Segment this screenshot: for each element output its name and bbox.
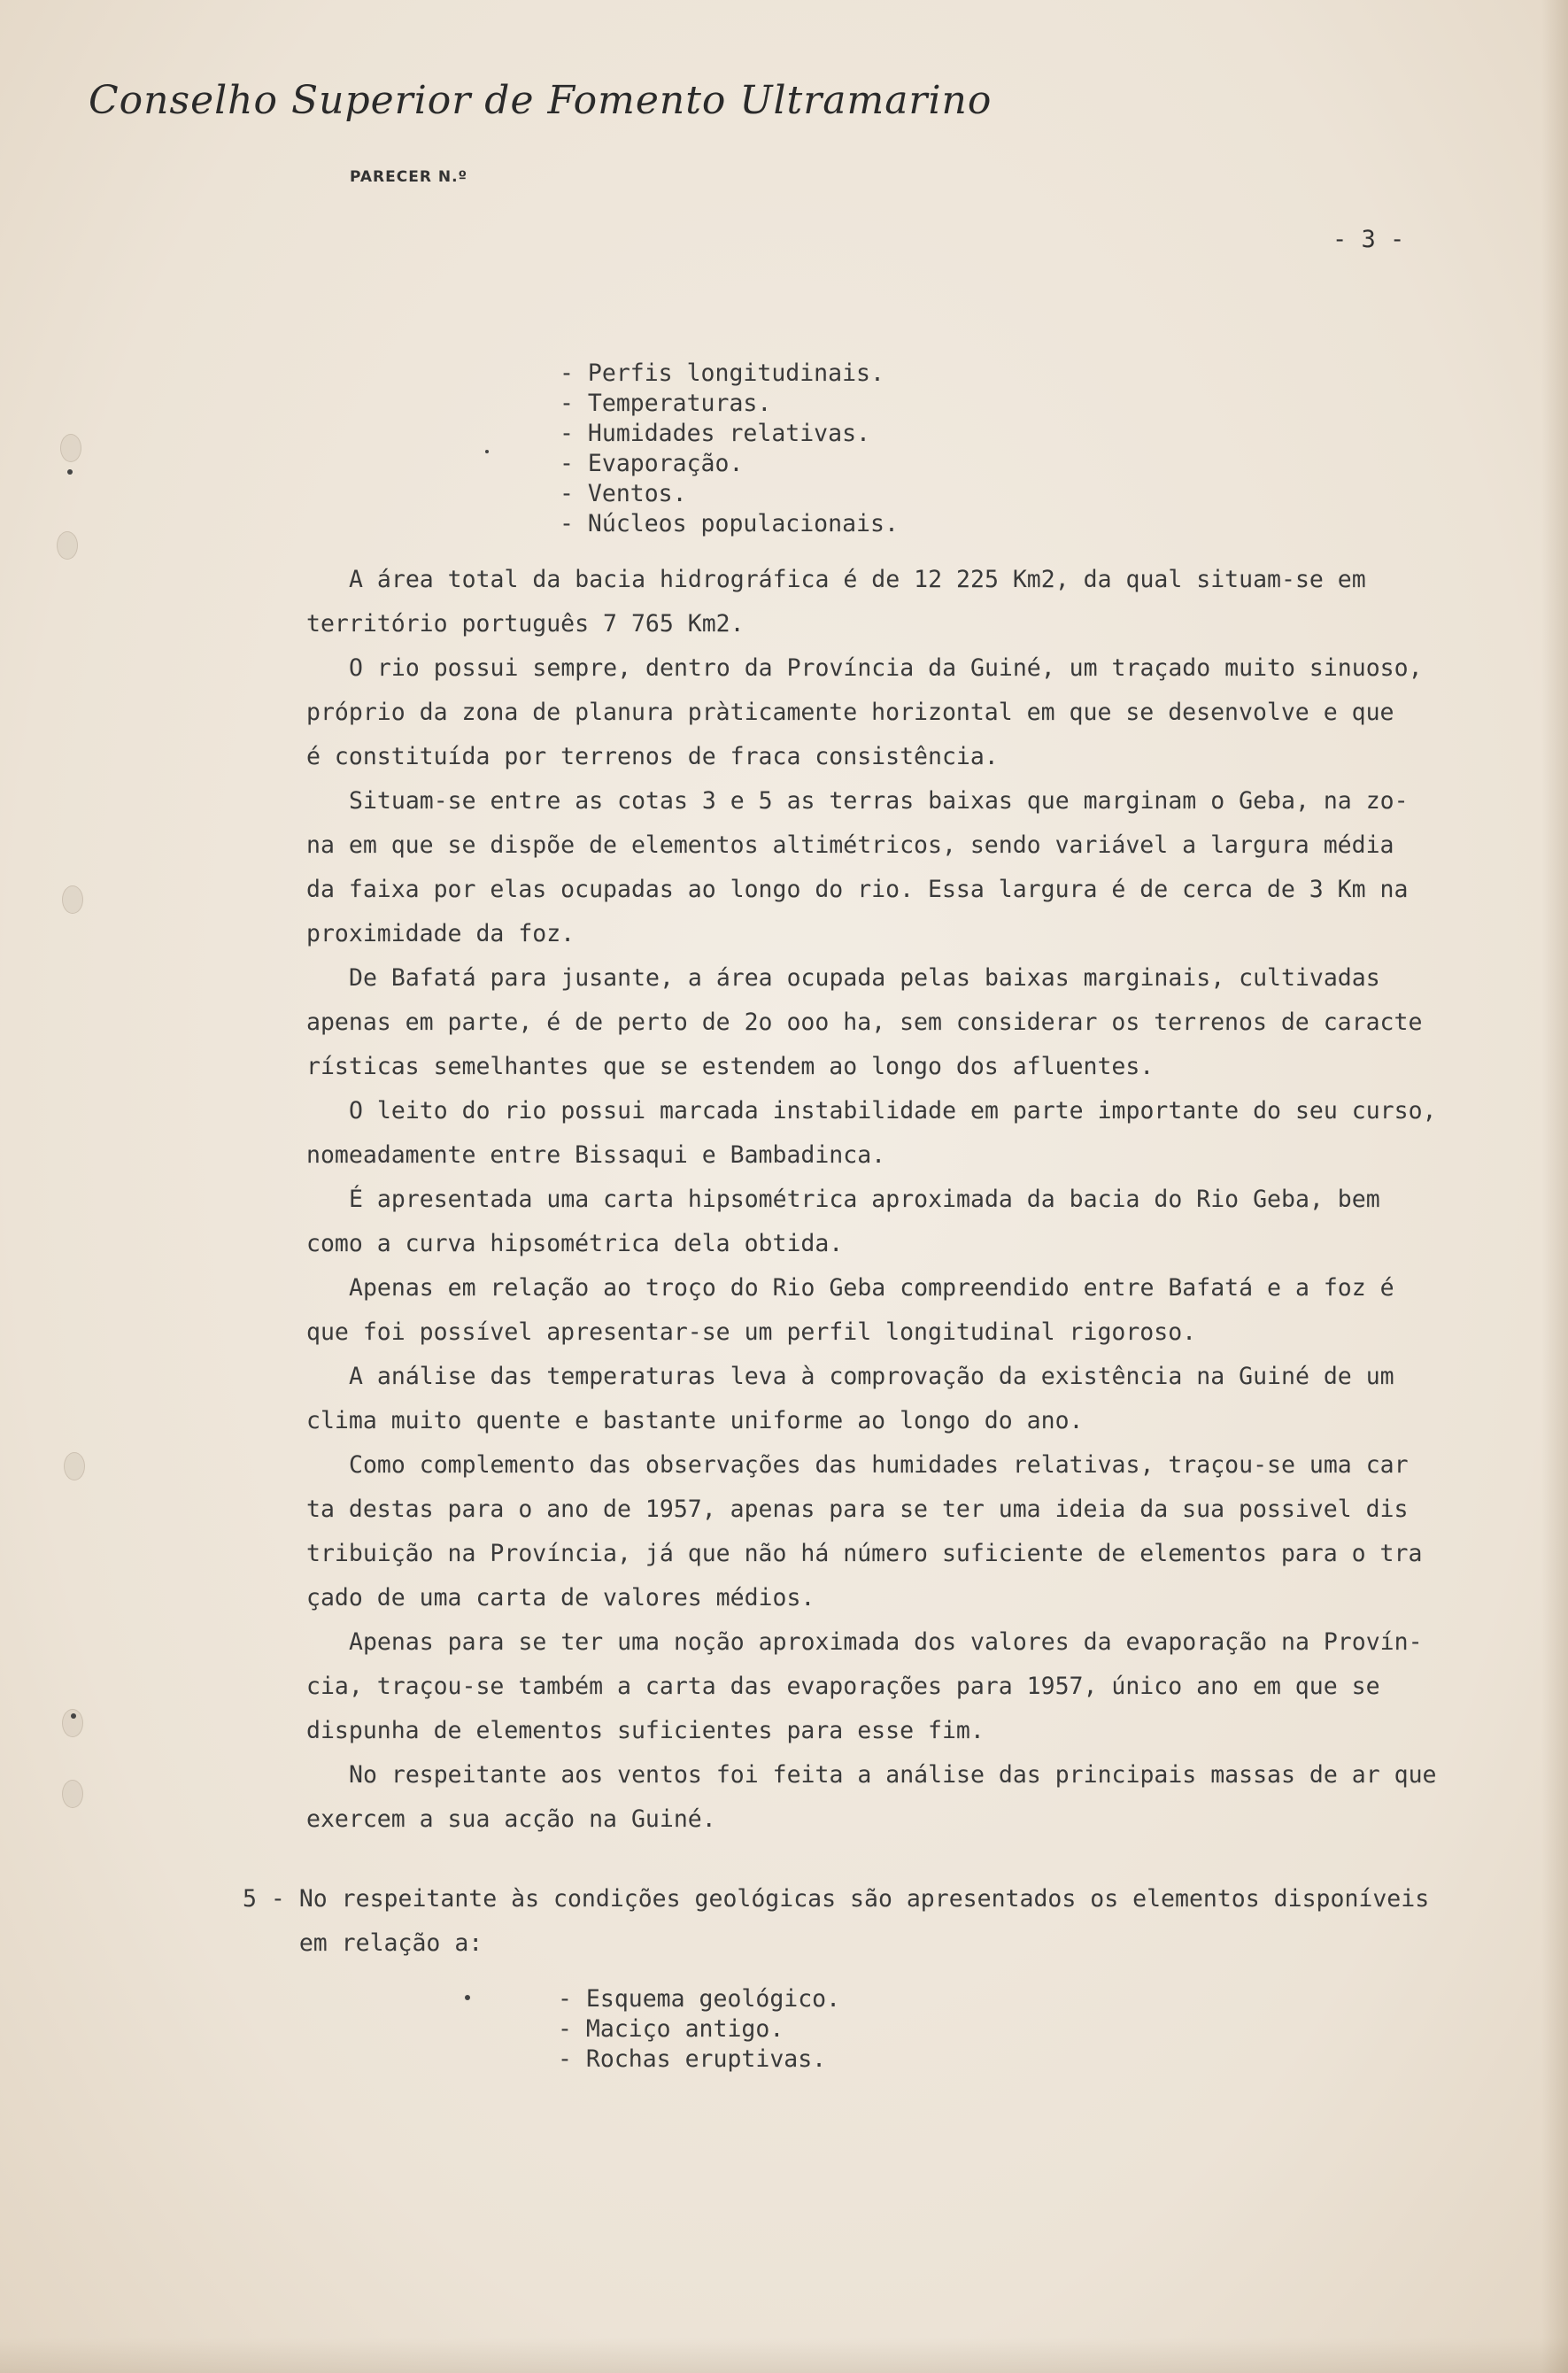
ink-speck	[71, 1713, 76, 1719]
text-line: De Bafatá para jusante, a área ocupada pelas baixas marginais, cultivadas	[349, 964, 1380, 992]
list-item: - Ventos.	[560, 480, 687, 507]
text-line: apenas em parte, é de perto de 2o ooo ha, sem considerar os terrenos de caracte	[306, 1009, 1423, 1036]
text-line: A área total da bacia hidrográfica é de 12 225 Km2, da qual situam-se em	[349, 566, 1366, 593]
text-line: na em que se dispõe de elementos altimétricos, sendo variável a largura média	[306, 831, 1394, 859]
text-line: território português 7 765 Km2.	[306, 610, 745, 638]
text-line: ta destas para o ano de 1957, apenas para se ter uma ideia da sua possivel dis	[306, 1496, 1409, 1523]
ink-speck	[465, 1995, 470, 2000]
binder-hole	[64, 1452, 85, 1480]
text-line: çado de uma carta de valores médios.	[306, 1584, 815, 1612]
text-line: No respeitante aos ventos foi feita a análise das principais massas de ar que	[349, 1761, 1437, 1789]
list-item: - Núcleos populacionais.	[560, 510, 899, 537]
binder-hole	[60, 434, 81, 462]
text-line: tribuição na Província, já que não há número suficiente de elementos para o tra	[306, 1540, 1423, 1567]
text-line: nomeadamente entre Bissaqui e Bambadinca.	[306, 1141, 886, 1169]
text-line: É apresentada uma carta hipsométrica aproximada da bacia do Rio Geba, bem	[349, 1186, 1380, 1213]
page-bottom-shadow	[0, 2338, 1568, 2373]
text-line: O rio possui sempre, dentro da Província da Guiné, um traçado muito sinuoso,	[349, 654, 1423, 682]
text-line: proximidade da foz.	[306, 920, 575, 947]
list-item: - Maciço antigo.	[558, 2015, 784, 2043]
ink-speck	[485, 450, 489, 453]
text-line: que foi possível apresentar-se um perfil longitudinal rigoroso.	[306, 1318, 1197, 1346]
list-item: - Temperaturas.	[560, 390, 772, 417]
text-line: Apenas em relação ao troço do Rio Geba compreendido entre Bafatá e a foz é	[349, 1274, 1394, 1302]
text-line: como a curva hipsométrica dela obtida.	[306, 1230, 844, 1257]
ink-speck	[67, 469, 73, 475]
text-line: Apenas para se ter uma noção aproximada dos valores da evaporação na Provín-	[349, 1628, 1423, 1656]
text-line: da faixa por elas ocupadas ao longo do rio. Essa largura é de cerca de 3 Km na	[306, 876, 1409, 903]
list-item: - Esquema geológico.	[558, 1985, 841, 2013]
text-line: exercem a sua acção na Guiné.	[306, 1805, 716, 1833]
text-line: rísticas semelhantes que se estendem ao longo dos afluentes.	[306, 1053, 1155, 1080]
text-line: clima muito quente e bastante uniforme ao longo do ano.	[306, 1407, 1084, 1434]
parecer-label: PARECER N.º	[350, 168, 468, 186]
binder-hole	[62, 1780, 83, 1808]
text-line: em relação a:	[243, 1929, 483, 1957]
page-number: - 3 -	[1332, 226, 1405, 253]
text-line: cia, traçou-se também a carta das evaporações para 1957, único ano em que se	[306, 1673, 1380, 1700]
list-item: - Perfis longitudinais.	[560, 359, 884, 387]
text-line: é constituída por terrenos de fraca consistência.	[306, 743, 999, 770]
binder-hole	[57, 531, 78, 560]
list-item: - Rochas eruptivas.	[558, 2045, 827, 2073]
institution-letterhead: Conselho Superior de Fomento Ultramarino	[89, 78, 993, 123]
text-line: A análise das temperaturas leva à comprovação da existência na Guiné de um	[349, 1363, 1394, 1390]
text-line: O leito do rio possui marcada instabilidade em parte importante do seu curso,	[349, 1097, 1437, 1125]
text-line: 5 - No respeitante às condições geológicas são apresentados os elementos disponíveis	[243, 1885, 1430, 1913]
binder-hole	[62, 885, 83, 914]
list-item: - Evaporação.	[560, 450, 744, 477]
text-line: Como complemento das observações das humidades relativas, traçou-se uma car	[349, 1451, 1409, 1479]
text-line: Situam-se entre as cotas 3 e 5 as terras baixas que marginam o Geba, na zo-	[349, 787, 1409, 815]
text-line: próprio da zona de planura pràticamente horizontal em que se desenvolve e que	[306, 699, 1394, 726]
list-item: - Humidades relativas.	[560, 420, 870, 447]
text-line: dispunha de elementos suficientes para esse fim.	[306, 1717, 985, 1744]
page-edge-shadow	[1541, 0, 1568, 2373]
